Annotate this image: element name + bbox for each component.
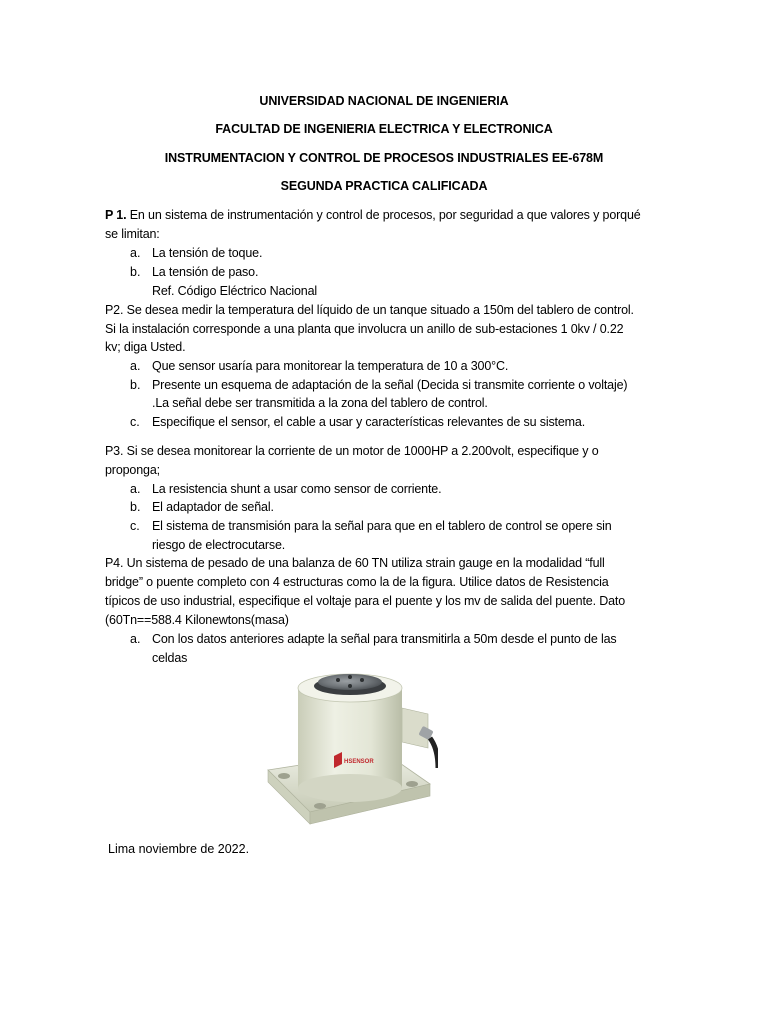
- p1-item-b-letter: b.: [130, 265, 141, 279]
- p1-line-1: P 1. En un sistema de instrumentación y control de procesos, por seguridad a que valores y porqué: [105, 208, 641, 222]
- p2-item-a: Que sensor usaría para monitorear la temperatura de 10 a 300°C.: [152, 359, 509, 373]
- p4-line-1: P4. Un sistema de pesado de una balanza de 60 TN utiliza strain gauge en la modalidad “full: [105, 556, 605, 570]
- p2-line-3: kv; diga Usted.: [105, 340, 186, 354]
- p4-item-a-letter: a.: [130, 632, 141, 646]
- p1-item-a-letter: a.: [130, 246, 141, 260]
- p1-line-2: se limitan:: [105, 227, 160, 241]
- p3-line-2: proponga;: [105, 463, 160, 477]
- p2-line-2: Si la instalación corresponde a una planta que involucra un anillo de sub-estaciones 1 0kv / 0.22: [105, 322, 624, 336]
- p4-item-a: Con los datos anteriores adapte la señal para transmitirla a 50m desde el punto de las: [152, 632, 617, 646]
- p3-item-b-letter: b.: [130, 500, 141, 514]
- p2-item-b: Presente un esquema de adaptación de la señal (Decida si transmite corriente o voltaje): [152, 378, 628, 392]
- p3-item-c: El sistema de transmisión para la señal para que en el tablero de control se opere sin: [152, 519, 612, 533]
- place-date: Lima noviembre de 2022.: [108, 842, 250, 856]
- p1-item-b: La tensión de paso.: [152, 265, 259, 279]
- p4-line-3: típicos de uso industrial, especifique el voltaje para el puente y los mv de salida del puente. Dato: [105, 594, 626, 608]
- p3-item-c-letter: c.: [130, 519, 140, 533]
- p2-item-a-letter: a.: [130, 359, 141, 373]
- p2-item-b-cont: .La señal debe ser transmitida a la zona del tablero de control.: [152, 396, 488, 410]
- p4-line-2: bridge” o puente completo con 4 estructuras como la de la figura. Utilice datos de Resistencia: [105, 575, 609, 589]
- course-title: INSTRUMENTACION Y CONTROL DE PROCESOS INDUSTRIALES EE-678M: [164, 151, 604, 165]
- p4-line-4: (60Tn==588.4 Kilonewtons(masa): [105, 613, 289, 627]
- p3-item-b: El adaptador de señal.: [152, 500, 274, 514]
- p2-line-1: P2. Se desea medir la temperatura del líquido de un tanque situado a 150m del tablero de control.: [105, 303, 634, 317]
- p1-reference: Ref. Código Eléctrico Nacional: [152, 284, 318, 298]
- p2-item-c-letter: c.: [130, 415, 140, 429]
- p3-item-c-cont: riesgo de electrocutarse.: [152, 538, 286, 552]
- p4-item-a-cont: celdas: [152, 651, 188, 665]
- load-cell-icon: [262, 668, 438, 844]
- p3-item-a: La resistencia shunt a usar como sensor de corriente.: [152, 482, 442, 496]
- p3-line-1: P3. Si se desea monitorear la corriente de un motor de 1000HP a 2.200volt, especifique y o: [105, 444, 599, 458]
- load-cell-image: [262, 668, 438, 844]
- university-title: UNIVERSIDAD NACIONAL DE INGENIERIA: [259, 94, 509, 108]
- faculty-title: FACULTAD DE INGENIERIA ELECTRICA Y ELECTRONICA: [215, 122, 553, 136]
- p1-label: P 1.: [105, 208, 127, 222]
- p3-item-a-letter: a.: [130, 482, 141, 496]
- brand-logo: HSENSOR: [344, 759, 374, 765]
- p2-item-b-letter: b.: [130, 378, 141, 392]
- p2-item-c: Especifique el sensor, el cable a usar y características relevantes de su sistema.: [152, 415, 586, 429]
- exam-title: SEGUNDA PRACTICA CALIFICADA: [280, 179, 488, 193]
- p1-item-a: La tensión de toque.: [152, 246, 263, 260]
